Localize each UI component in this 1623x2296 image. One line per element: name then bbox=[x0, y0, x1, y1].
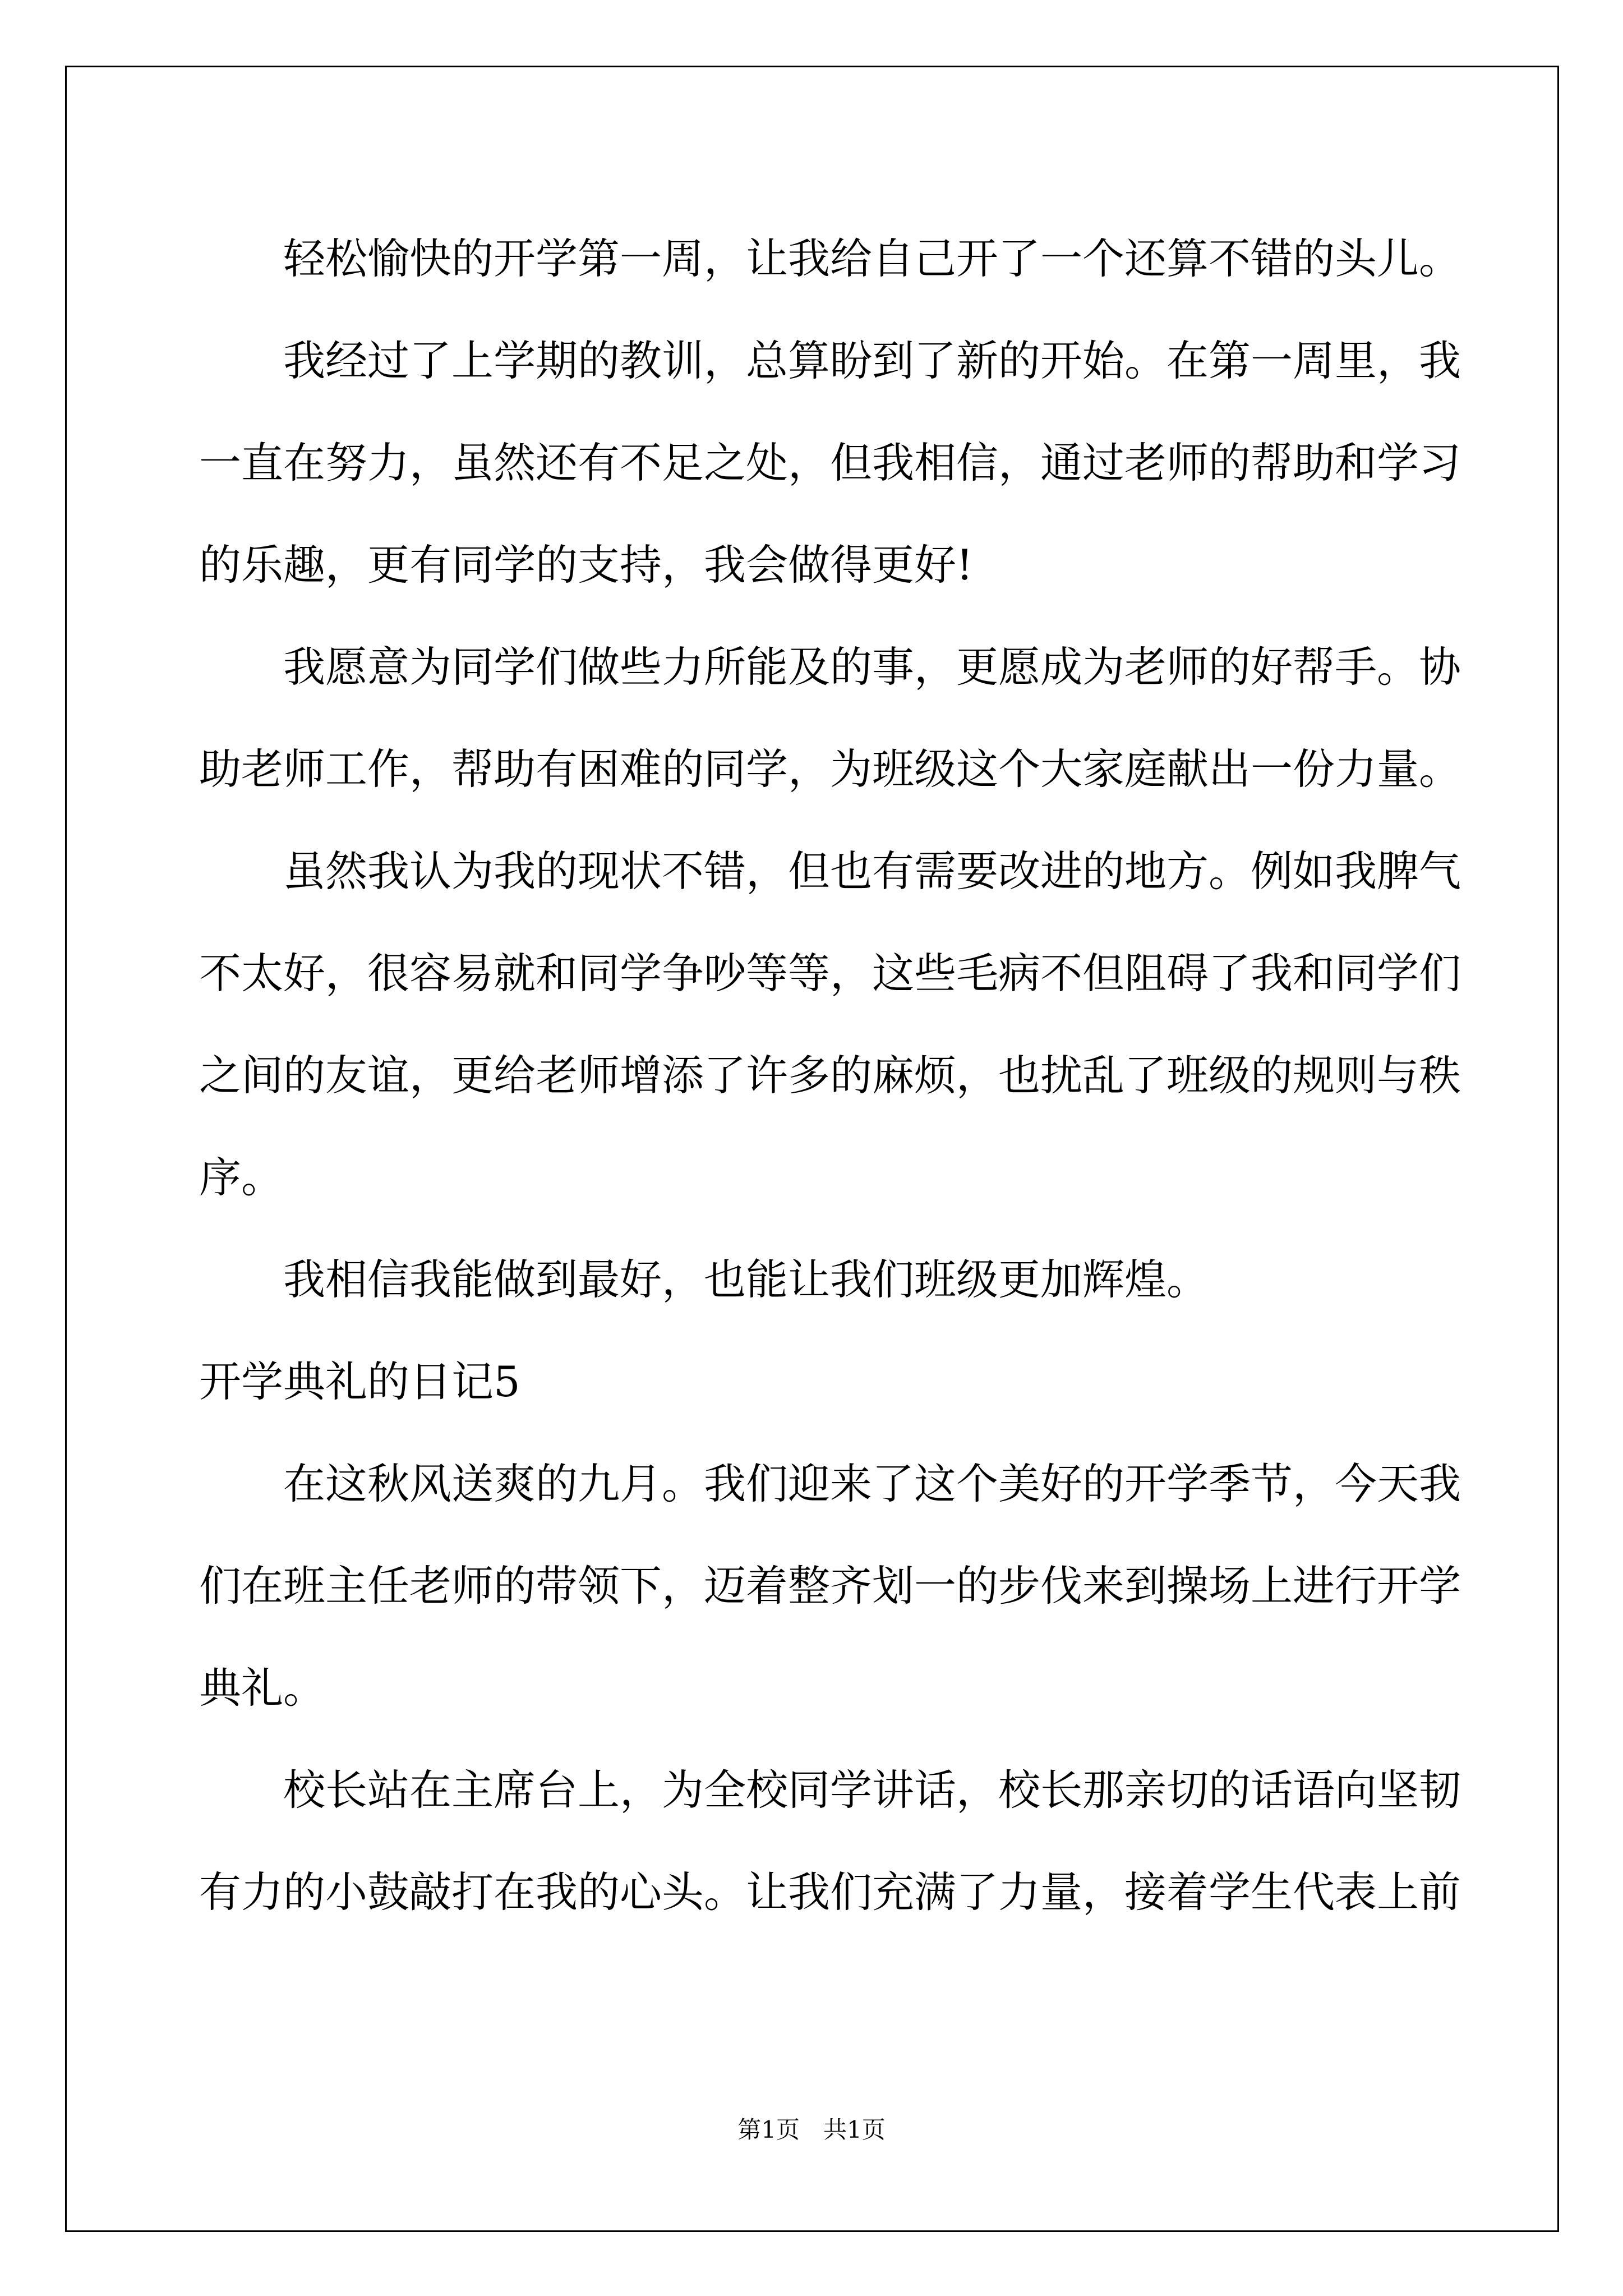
paragraph-line: 在这秋风送爽的九月。我们迎来了这个美好的开学季节，今天我 bbox=[283, 1459, 1461, 1508]
section-heading: 开学典礼的日记5 bbox=[199, 1357, 520, 1406]
paragraph-line: 助老师工作，帮助有困难的同学，为班级这个大家庭献出一份力量。 bbox=[199, 744, 1461, 794]
paragraph-line: 有力的小鼓敲打在我的心头。让我们充满了力量，接着学生代表上前 bbox=[199, 1867, 1461, 1917]
paragraph-line: 不太好，很容易就和同学争吵等等，这些毛病不但阻碍了我和同学们 bbox=[199, 949, 1461, 998]
paragraph-line: 虽然我认为我的现状不错，但也有需要改进的地方。例如我脾气 bbox=[283, 846, 1461, 896]
paragraph-line: 轻松愉快的开学第一周，让我给自己开了一个还算不错的头儿。 bbox=[283, 234, 1461, 283]
paragraph-line: 序。 bbox=[199, 1153, 284, 1202]
paragraph-line: 我相信我能做到最好，也能让我们班级更加辉煌。 bbox=[283, 1255, 1209, 1304]
document-body bbox=[199, 208, 1461, 1943]
paragraph-line: 们在班主任老师的带领下，迈着整齐划一的步伐来到操场上进行开学 bbox=[199, 1561, 1461, 1611]
paragraph-line: 典礼。 bbox=[199, 1663, 326, 1713]
page-number-footer: 第1页 共1页 bbox=[737, 2116, 886, 2143]
paragraph-line: 校长站在主席台上，为全校同学讲话，校长那亲切的话语向坚韧 bbox=[283, 1765, 1461, 1815]
paragraph-line: 的乐趣，更有同学的支持，我会做得更好! bbox=[199, 540, 974, 590]
paragraph-line: 一直在努力，虽然还有不足之处，但我相信，通过老师的帮助和学习 bbox=[199, 438, 1461, 487]
paragraph-line: 我经过了上学期的教训，总算盼到了新的开始。在第一周里，我 bbox=[283, 336, 1461, 385]
paragraph-line: 我愿意为同学们做些力所能及的事，更愿成为老师的好帮手。协 bbox=[283, 642, 1461, 692]
paragraph-line: 之间的友谊，更给老师增添了许多的麻烦，也扰乱了班级的规则与秩 bbox=[199, 1051, 1461, 1100]
